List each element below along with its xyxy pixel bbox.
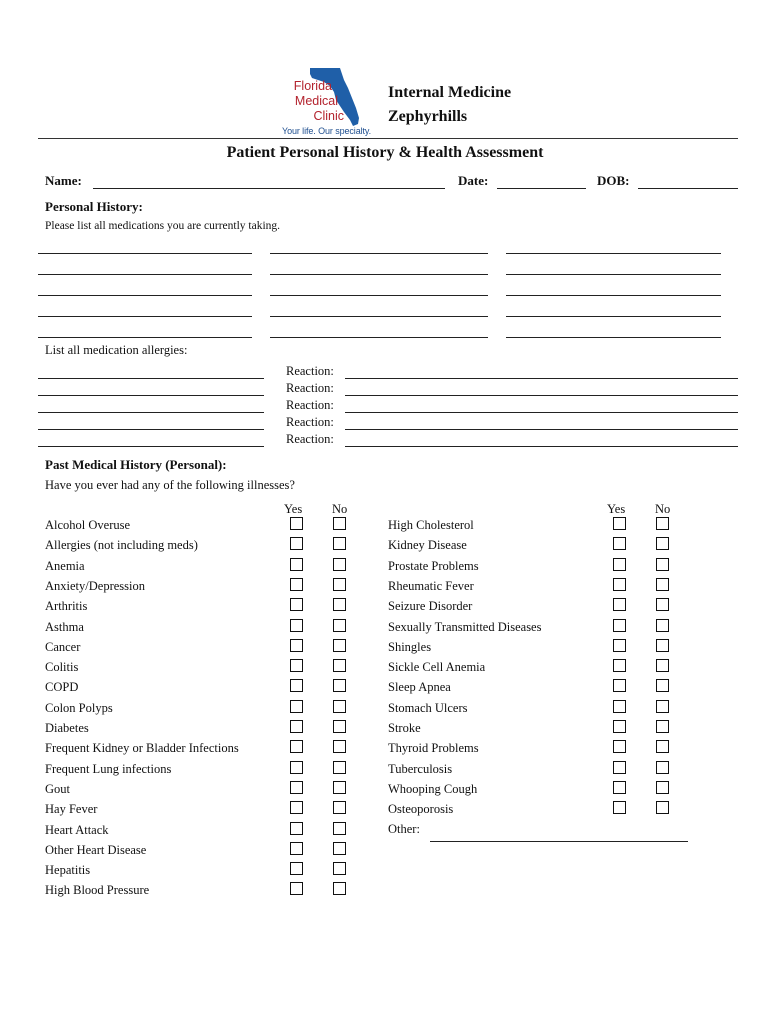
illness-label: Sleep Apnea	[388, 680, 451, 695]
yes-checkbox[interactable]	[290, 882, 303, 895]
logo-tagline: Your life. Our specialty.	[282, 126, 372, 136]
illness-label: Seizure Disorder	[388, 599, 473, 614]
yes-checkbox[interactable]	[613, 598, 626, 611]
illness-label: Hepatitis	[45, 863, 91, 878]
yes-checkbox[interactable]	[290, 517, 303, 530]
illness-label: Arthritis	[45, 599, 88, 614]
illness-label: COPD	[45, 680, 79, 695]
illness-label: Prostate Problems	[388, 558, 479, 573]
illness-label: Anxiety/Depression	[45, 578, 145, 593]
no-checkbox[interactable]	[333, 761, 346, 774]
illness-label: Kidney Disease	[388, 538, 467, 553]
no-checkbox[interactable]	[656, 700, 669, 713]
yes-checkbox[interactable]	[290, 639, 303, 652]
no-checkbox[interactable]	[656, 558, 669, 571]
no-checkbox[interactable]	[656, 537, 669, 550]
medications-prompt: Please list all medications you are currently taking.	[45, 220, 281, 232]
illness-label: Cancer	[45, 639, 81, 654]
yes-checkbox[interactable]	[290, 862, 303, 875]
yes-checkbox[interactable]	[613, 639, 626, 652]
yes-checkbox[interactable]	[613, 720, 626, 733]
yes-checkbox[interactable]	[290, 761, 303, 774]
medication-line[interactable]	[38, 253, 252, 254]
other-label: Other:	[388, 822, 420, 836]
illness-label: Gout	[45, 781, 70, 796]
no-checkbox[interactable]	[333, 517, 346, 530]
allergy-line[interactable]	[38, 395, 264, 396]
medication-line[interactable]	[270, 274, 488, 275]
practice-location: Zephyrhills	[388, 108, 468, 125]
logo-word-3: Clinic	[313, 109, 344, 123]
yes-checkbox[interactable]	[613, 700, 626, 713]
no-checkbox[interactable]	[333, 882, 346, 895]
dob-field[interactable]	[638, 188, 738, 189]
yes-checkbox[interactable]	[290, 659, 303, 672]
yes-checkbox[interactable]	[290, 801, 303, 814]
yes-checkbox[interactable]	[613, 619, 626, 632]
dob-label: DOB:	[597, 173, 630, 188]
no-checkbox[interactable]	[656, 679, 669, 692]
illness-label: Other Heart Disease	[45, 842, 147, 857]
reaction-line[interactable]	[345, 412, 738, 413]
illness-label: High Cholesterol	[388, 518, 474, 532]
header-rule	[38, 138, 738, 139]
allergy-line[interactable]	[38, 446, 264, 447]
no-checkbox[interactable]	[333, 862, 346, 875]
no-column-label: No	[332, 502, 348, 516]
medication-line[interactable]	[506, 253, 721, 254]
medication-line[interactable]	[506, 316, 721, 317]
yes-checkbox[interactable]	[613, 659, 626, 672]
yes-checkbox[interactable]	[290, 700, 303, 713]
no-checkbox[interactable]	[333, 558, 346, 571]
no-checkbox[interactable]	[333, 801, 346, 814]
yes-checkbox[interactable]	[613, 537, 626, 550]
reaction-label: Reaction:	[286, 415, 334, 429]
reaction-line[interactable]	[345, 378, 738, 379]
logo-word-2: Medical	[294, 94, 338, 108]
no-checkbox[interactable]	[333, 720, 346, 733]
reaction-label: Reaction:	[286, 398, 334, 412]
name-field[interactable]	[93, 188, 445, 189]
illness-label: Osteoporosis	[388, 802, 454, 817]
medication-line[interactable]	[506, 337, 721, 338]
illness-label: Whooping Cough	[388, 781, 478, 796]
illness-label: Thyroid Problems	[388, 741, 479, 756]
medication-line[interactable]	[38, 316, 252, 317]
illness-label: Hay Fever	[45, 802, 98, 817]
past-medical-heading: Past Medical History (Personal):	[45, 457, 227, 472]
illness-label: Sexually Transmitted Diseases	[388, 619, 542, 634]
yes-checkbox[interactable]	[290, 679, 303, 692]
yes-checkbox[interactable]	[613, 558, 626, 571]
no-checkbox[interactable]	[333, 700, 346, 713]
no-checkbox[interactable]	[656, 578, 669, 591]
no-checkbox[interactable]	[333, 639, 346, 652]
illness-label: Alcohol Overuse	[45, 518, 131, 532]
yes-checkbox[interactable]	[290, 537, 303, 550]
no-checkbox[interactable]	[333, 679, 346, 692]
yes-checkbox[interactable]	[290, 740, 303, 753]
yes-checkbox[interactable]	[290, 842, 303, 855]
date-field[interactable]	[497, 188, 586, 189]
reaction-line[interactable]	[345, 446, 738, 447]
medication-line[interactable]	[506, 274, 721, 275]
medication-line[interactable]	[270, 337, 488, 338]
no-checkbox[interactable]	[333, 578, 346, 591]
yes-checkbox[interactable]	[290, 781, 303, 794]
no-checkbox[interactable]	[656, 598, 669, 611]
no-checkbox[interactable]	[333, 842, 346, 855]
medication-line[interactable]	[38, 274, 252, 275]
illness-label: Frequent Lung infections	[45, 761, 172, 776]
no-checkbox[interactable]	[333, 537, 346, 550]
allergies-prompt: List all medication allergies:	[45, 343, 188, 357]
illness-label: Asthma	[45, 619, 84, 634]
form-title: Patient Personal History & Health Assessment	[226, 144, 544, 161]
no-checkbox[interactable]	[333, 598, 346, 611]
yes-checkbox[interactable]	[613, 740, 626, 753]
yes-checkbox[interactable]	[290, 720, 303, 733]
illness-label: Tuberculosis	[388, 761, 453, 776]
yes-checkbox[interactable]	[613, 801, 626, 814]
no-checkbox[interactable]	[656, 517, 669, 530]
logo-word-1: Florida	[293, 79, 332, 93]
illness-label: Rheumatic Fever	[388, 578, 474, 593]
yes-checkbox[interactable]	[613, 517, 626, 530]
other-field[interactable]	[430, 841, 688, 842]
illness-label: Frequent Kidney or Bladder Infections	[45, 741, 239, 756]
illness-label: Anemia	[45, 558, 85, 573]
no-checkbox[interactable]	[333, 822, 346, 835]
medication-line[interactable]	[38, 337, 252, 338]
no-checkbox[interactable]	[656, 781, 669, 794]
personal-history-heading: Personal History:	[45, 199, 143, 214]
no-checkbox[interactable]	[656, 639, 669, 652]
allergy-line[interactable]	[38, 412, 264, 413]
yes-checkbox[interactable]	[613, 578, 626, 591]
no-checkbox[interactable]	[656, 740, 669, 753]
allergy-line[interactable]	[38, 429, 264, 430]
yes-checkbox[interactable]	[290, 578, 303, 591]
reaction-line[interactable]	[345, 395, 738, 396]
no-checkbox[interactable]	[656, 761, 669, 774]
no-column-label: No	[655, 502, 671, 516]
reaction-label: Reaction:	[286, 364, 334, 378]
illness-label: Sickle Cell Anemia	[388, 660, 486, 675]
no-checkbox[interactable]	[656, 801, 669, 814]
medication-line[interactable]	[270, 253, 488, 254]
medication-line[interactable]	[38, 295, 252, 296]
practice-name: Internal Medicine	[388, 84, 512, 101]
yes-column-label: Yes	[607, 502, 626, 516]
illness-label: Colon Polyps	[45, 700, 113, 715]
medication-line[interactable]	[270, 316, 488, 317]
yes-checkbox[interactable]	[613, 761, 626, 774]
allergy-line[interactable]	[38, 378, 264, 379]
medication-line[interactable]	[506, 295, 721, 296]
illness-question: Have you ever had any of the following illnesses?	[45, 478, 295, 492]
illness-label: Heart Attack	[45, 822, 109, 837]
no-checkbox[interactable]	[333, 740, 346, 753]
illness-label: Stroke	[388, 721, 421, 735]
yes-checkbox[interactable]	[290, 619, 303, 632]
illness-label: Allergies (not including meds)	[45, 538, 198, 553]
yes-checkbox[interactable]	[613, 679, 626, 692]
illness-label: Stomach Ulcers	[388, 700, 468, 715]
reaction-label: Reaction:	[286, 381, 334, 395]
name-label: Name:	[45, 173, 82, 188]
yes-checkbox[interactable]	[290, 558, 303, 571]
illness-label: Colitis	[45, 660, 79, 675]
reaction-line[interactable]	[345, 429, 738, 430]
yes-column-label: Yes	[284, 502, 303, 516]
no-checkbox[interactable]	[333, 659, 346, 672]
reaction-label: Reaction:	[286, 432, 334, 446]
medication-line[interactable]	[270, 295, 488, 296]
no-checkbox[interactable]	[656, 659, 669, 672]
no-checkbox[interactable]	[656, 619, 669, 632]
yes-checkbox[interactable]	[290, 598, 303, 611]
date-label: Date:	[458, 173, 489, 188]
illness-label: Shingles	[388, 639, 432, 654]
illness-label: High Blood Pressure	[45, 883, 150, 898]
no-checkbox[interactable]	[333, 619, 346, 632]
no-checkbox[interactable]	[656, 720, 669, 733]
no-checkbox[interactable]	[333, 781, 346, 794]
illness-label: Diabetes	[45, 721, 89, 735]
yes-checkbox[interactable]	[290, 822, 303, 835]
yes-checkbox[interactable]	[613, 781, 626, 794]
